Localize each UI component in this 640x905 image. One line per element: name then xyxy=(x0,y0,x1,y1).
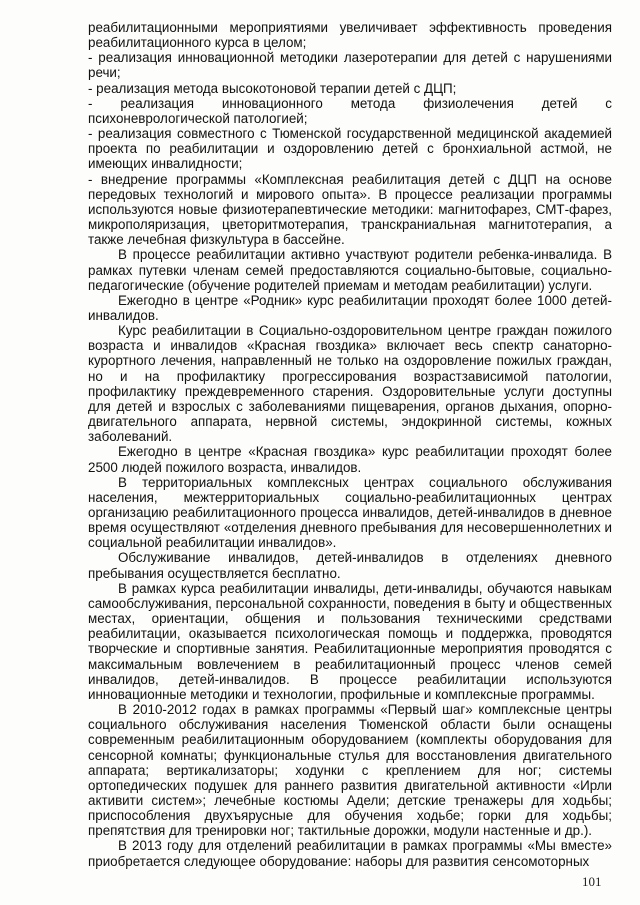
paragraph: В территориальных комплексных центрах социального обслуживания населения, межтерриториальных социально-реабилитационных центрах организацию реабилитационного процесса инвалидов, детей-инвалидов в дневное время осуществляют «отделения дневного пребывания для несовершеннолетних и социальной реабилитации инвалидов». xyxy=(88,474,612,551)
paragraph: - реализация метода высокотоновой терапии детей с ДЦП; xyxy=(88,80,457,96)
paragraph: Ежегодно в центре «Красная гвоздика» курс реабилитации проходят более 2500 людей пожилого возраста, инвалидов. xyxy=(88,444,612,475)
paragraph: В процессе реабилитации активно участвуют родители ребенка-инвалида. В рамках путевки членам семей предоставляются социально-бытовые, социально-педагогические (обучение родителей приемам и методам реабилитации) услуги. xyxy=(88,247,612,293)
paragraph: Ежегодно в центре «Родник» курс реабилитации проходят более 1000 детей-инвалидов. xyxy=(88,292,612,323)
paragraph: - реализация совместного с Тюменской государственной медицинской академией проекта по реабилитации и оздоровлению детей с бронхиальной астмой, не имеющих инвалидности; xyxy=(88,126,612,172)
paragraph: - реализация инновационной методики лазеротерапии для детей с нарушениями речи; xyxy=(88,50,612,81)
paragraph: - реализация инновационного метода физиолечения детей с психоневрологической патологией; xyxy=(88,95,612,126)
paragraph: Обслуживание инвалидов, детей-инвалидов в отделениях дневного пребывания осуществляется бесплатно. xyxy=(88,550,612,581)
paragraph: Курс реабилитации в Социально-оздоровительном центре граждан пожилого возраста и инвалидов «Красная гвоздика» включает весь спектр санаторно-курортного лечения, направленный не только на оздоровление пожилых граждан, но и на профилактику прогрессирования возрастзависимой патологии, профилактику преждевременного старения. Оздоровительные услуги доступны для детей и взрослых с заболеваниями пищеварения, органов дыхания, опорно-двигательного аппарата, нервной системы, эндокринной системы, кожных заболеваний. xyxy=(88,323,612,445)
paragraph: реабилитационными мероприятиями увеличивает эффективность проведения реабилитационного курса в целом; xyxy=(88,20,612,51)
paragraph: В 2013 году для отделений реабилитации в рамках программы «Мы вместе» приобретается следующее оборудование: наборы для развития сенсомоторных xyxy=(88,838,612,869)
paragraph: - внедрение программы «Комплексная реабилитация детей с ДЦП на основе передовых технологий и мирового опыта». В процессе реализации программы используются новые физиотерапевтические методики: магнитофарез, СМТ-фарез, микрополяризация, цветоритмотерапия, транскраниальная магнитотерапия, а также лечебная физкультура в бассейне. xyxy=(88,171,612,248)
page-number: 101 xyxy=(582,874,602,889)
paragraph: В рамках курса реабилитации инвалиды, дети-инвалиды, обучаются навыкам самообслуживания, персональной сохранности, поведения в быту и общественных местах, ориентации, общения и пользования техническими средствами реабилитации, оказывается психологическая помощь и поддержка, проводятся творческие и спортивные занятия. Реабилитационные мероприятия проводятся с максимальным вовлечением в реабилитационный процесс членов семей инвалидов, детей-инвалидов. В процессе реабилитации используются инновационные методики и технологии, профильные и комплексные программы. xyxy=(88,580,612,702)
paragraph: В 2010-2012 годах в рамках программы «Первый шаг» комплексные центры социального обслуживания населения Тюменской области были оснащены современным реабилитационным оборудованием (комплекты оборудования для сенсорной комнаты; функциональные стулья для восстановления двигательного аппарата; вертикализаторы; ходунки с креплением для ног; системы ортопедических подушек для раннего развития двигательной активности «Ирли активити систем»; лечебные костюмы Адели; детские тренажеры для ходьбы; приспособления двухъярусные для обучения ходьбе; горки для ходьбы; препятствия для тренировки ног; тактильные дорожки, модули настенные и др.). xyxy=(88,702,612,839)
body-text xyxy=(88,20,612,869)
